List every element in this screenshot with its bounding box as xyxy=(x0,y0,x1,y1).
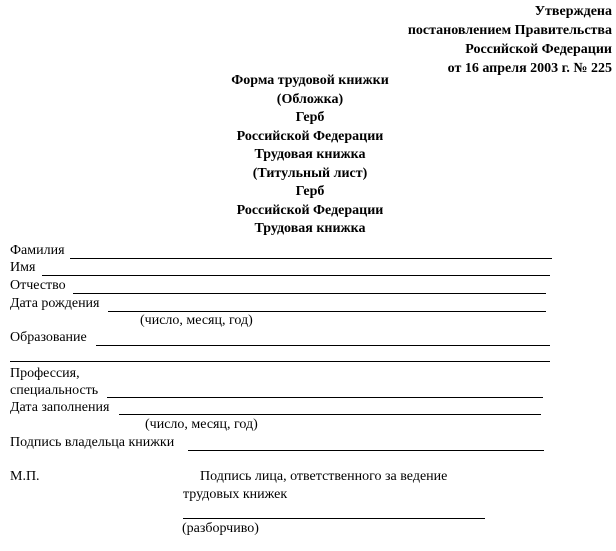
emblem-label-2: Герб xyxy=(295,184,325,199)
responsible-label-2: трудовых книжек xyxy=(183,487,288,502)
approval-line-3: Российской Федерации xyxy=(465,42,612,57)
approval-line-2: постановлением Правительства xyxy=(407,23,612,38)
title-page-label: (Титульный лист) xyxy=(252,165,368,181)
form-title-block xyxy=(210,72,410,239)
education-line-2[interactable] xyxy=(10,361,550,362)
responsible-signature-line[interactable] xyxy=(183,518,485,519)
decipher-hint: (разборчиво) xyxy=(182,521,259,536)
country-label-2: Российской Федерации xyxy=(236,202,384,218)
education-line[interactable] xyxy=(96,345,550,346)
specialty-label: специальность xyxy=(10,383,99,398)
approval-block xyxy=(408,2,612,78)
emblem-label: Герб xyxy=(295,110,325,125)
birth-date-label: Дата рождения xyxy=(10,296,100,311)
profession-label: Профессия, xyxy=(10,366,80,381)
patronymic-label: Отчество xyxy=(10,278,66,293)
fill-date-line[interactable] xyxy=(119,414,541,415)
education-label: Образование xyxy=(10,330,87,345)
responsible-label-1: Подпись лица, ответственного за ведение xyxy=(200,469,448,484)
owner-signature-label: Подпись владельца книжки xyxy=(10,435,175,450)
country-label: Российской Федерации xyxy=(236,128,384,144)
surname-label: Фамилия xyxy=(10,243,65,258)
fill-date-label: Дата заполнения xyxy=(10,400,110,415)
seal-label: М.П. xyxy=(10,469,40,484)
birth-date-hint: (число, месяц, год) xyxy=(140,313,253,328)
book-label: Трудовая книжка xyxy=(254,147,366,162)
approval-line-1: Утверждена xyxy=(534,4,612,19)
patronymic-line[interactable] xyxy=(73,293,546,294)
birth-date-line[interactable] xyxy=(108,311,546,312)
book-label-2: Трудовая книжка xyxy=(254,221,366,236)
owner-signature-line[interactable] xyxy=(188,450,544,451)
approval-line-4: от 16 апреля 2003 г. № 225 xyxy=(447,61,612,76)
cover-label: (Обложка) xyxy=(276,91,344,107)
fill-date-hint: (число, месяц, год) xyxy=(145,417,258,432)
form-title: Форма трудовой книжки xyxy=(231,73,389,88)
name-line[interactable] xyxy=(42,275,550,276)
surname-line[interactable] xyxy=(70,258,552,259)
name-label: Имя xyxy=(10,260,36,275)
profession-line[interactable] xyxy=(107,397,543,398)
